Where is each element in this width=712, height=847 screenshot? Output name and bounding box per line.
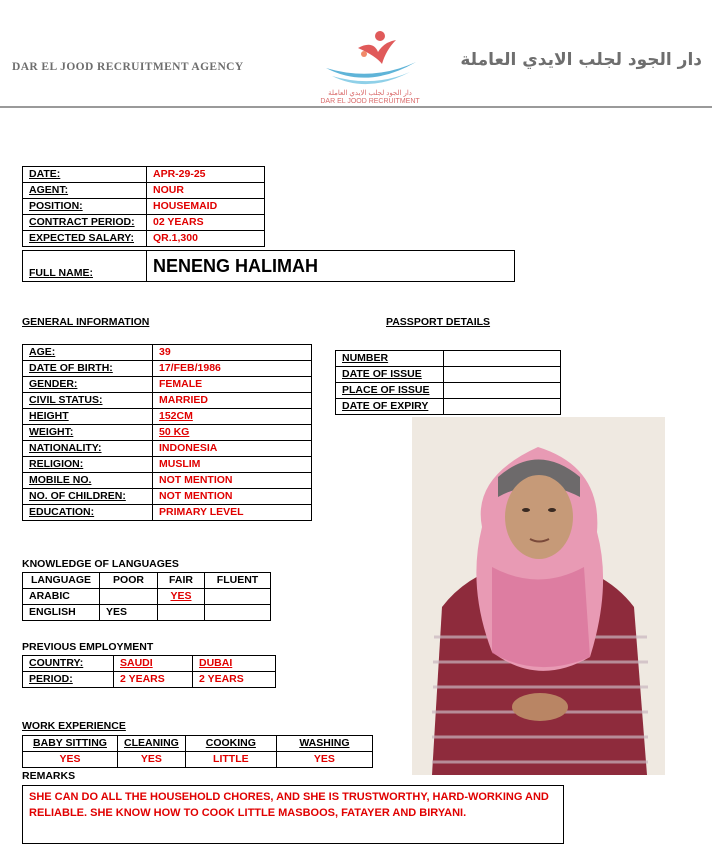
languages-table [22,572,271,621]
language-column-header: LANGUAGE [23,573,100,589]
table-row [23,345,312,361]
remarks-heading: REMARKS [22,770,76,782]
date-of-issue-value [444,367,561,383]
table-row [23,473,312,489]
date-value: APR-29-25 [147,167,265,183]
header-divider [0,106,712,108]
date-of-expiry-label: DATE OF EXPIRY [336,399,444,415]
full-name-table [22,250,515,282]
baby-sitting-header: BABY SITTING [23,736,118,752]
previous-employment-heading: PREVIOUS EMPLOYMENT [22,641,154,653]
cleaning-header: CLEANING [118,736,186,752]
table-row [336,351,561,367]
contract-period-label: CONTRACT PERIOD: [23,215,147,231]
fair-column-header: FAIR [158,573,205,589]
table-row [23,409,312,425]
language-fluent [205,605,271,621]
height-label: HEIGHT [23,409,153,425]
nationality-label: NATIONALITY: [23,441,153,457]
table-row [23,589,271,605]
poor-column-header: POOR [100,573,158,589]
remarks-text: SHE CAN DO ALL THE HOUSEHOLD CHORES, AND SHE IS TRUSTWORTHY, HARD-WORKING AND RELIABLE. SHE KNOW HOW TO COOK LITTLE MASBOOS, FATAYER AND BIRYANI. [22,785,564,844]
date-label: DATE: [23,167,147,183]
date-of-birth-value: 17/FEB/1986 [153,361,312,377]
period-value-1: 2 YEARS [114,672,193,688]
table-row [23,251,515,282]
work-experience-heading: WORK EXPERIENCE [22,720,126,732]
passport-number-label: NUMBER [336,351,444,367]
language-poor: YES [100,605,158,621]
logo-caption-arabic: دار الجود لجلب الايدي العاملة [328,90,412,97]
age-value: 39 [153,345,312,361]
baby-sitting-value: YES [23,752,118,768]
agent-value: NOUR [147,183,265,199]
children-value: NOT MENTION [153,489,312,505]
country-value-1: SAUDI [114,656,193,672]
mobile-label: MOBILE NO. [23,473,153,489]
table-row [23,752,373,768]
weight-label: WEIGHT: [23,425,153,441]
washing-value: YES [276,752,372,768]
table-row [23,377,312,393]
table-row [23,231,265,247]
agency-name-english: DAR EL JOOD RECRUITMENT AGENCY [12,61,244,73]
full-name-value: NENENG HALIMAH [147,251,515,282]
table-row [23,656,276,672]
logo-caption [305,90,435,106]
table-row [336,367,561,383]
table-row [23,199,265,215]
application-info-table [22,166,265,247]
language-fluent [205,589,271,605]
religion-label: RELIGION: [23,457,153,473]
education-label: EDUCATION: [23,505,153,521]
table-row [23,605,271,621]
language-name: ENGLISH [23,605,100,621]
language-name: ARABIC [23,589,100,605]
full-name-label: FULL NAME: [23,251,147,282]
weight-value: 50 KG [153,425,312,441]
passport-details-table [335,350,561,415]
civil-status-value: MARRIED [153,393,312,409]
table-row [336,399,561,415]
date-of-issue-label: DATE OF ISSUE [336,367,444,383]
table-row [336,383,561,399]
age-label: AGE: [23,345,153,361]
agency-logo [318,28,422,90]
children-label: NO. OF CHILDREN: [23,489,153,505]
height-value: 152CM [153,409,312,425]
languages-heading: KNOWLEDGE OF LANGUAGES [22,558,179,570]
country-label: COUNTRY: [23,656,114,672]
logo-caption-english: DAR EL JOOD RECRUITMENT [320,98,420,105]
period-label: PERIOD: [23,672,114,688]
table-row [23,393,312,409]
gender-value: FEMALE [153,377,312,393]
expected-salary-label: EXPECTED SALARY: [23,231,147,247]
civil-status-label: CIVIL STATUS: [23,393,153,409]
language-fair: YES [158,589,205,605]
date-of-expiry-value [444,399,561,415]
country-value-2: DUBAI [193,656,276,672]
cooking-header: COOKING [185,736,276,752]
work-experience-table [22,735,373,768]
table-row [23,167,265,183]
position-value: HOUSEMAID [147,199,265,215]
language-fair [158,605,205,621]
general-information-heading: GENERAL INFORMATION [22,316,150,328]
table-row [23,425,312,441]
table-row [23,361,312,377]
place-of-issue-value [444,383,561,399]
position-label: POSITION: [23,199,147,215]
contract-period-value: 02 YEARS [147,215,265,231]
expected-salary-value: QR.1,300 [147,231,265,247]
table-row [23,672,276,688]
table-row [23,215,265,231]
gender-label: GENDER: [23,377,153,393]
passport-details-heading: PASSPORT DETAILS [386,316,491,328]
cleaning-value: YES [118,752,186,768]
language-poor [100,589,158,605]
table-row [23,183,265,199]
table-row [23,441,312,457]
cooking-value: LITTLE [185,752,276,768]
religion-value: MUSLIM [153,457,312,473]
table-row [23,489,312,505]
candidate-photo [412,417,665,775]
nationality-value: INDONESIA [153,441,312,457]
previous-employment-table [22,655,276,688]
period-value-2: 2 YEARS [193,672,276,688]
washing-header: WASHING [276,736,372,752]
agency-name-arabic: دار الجود لجلب الايدي العاملة [460,50,702,70]
table-row [23,736,373,752]
date-of-birth-label: DATE OF BIRTH: [23,361,153,377]
fluent-column-header: FLUENT [205,573,271,589]
education-value: PRIMARY LEVEL [153,505,312,521]
table-row [23,573,271,589]
passport-number-value [444,351,561,367]
mobile-value: NOT MENTION [153,473,312,489]
general-information-table [22,344,312,521]
table-row [23,505,312,521]
place-of-issue-label: PLACE OF ISSUE [336,383,444,399]
agent-label: AGENT: [23,183,147,199]
table-row [23,457,312,473]
